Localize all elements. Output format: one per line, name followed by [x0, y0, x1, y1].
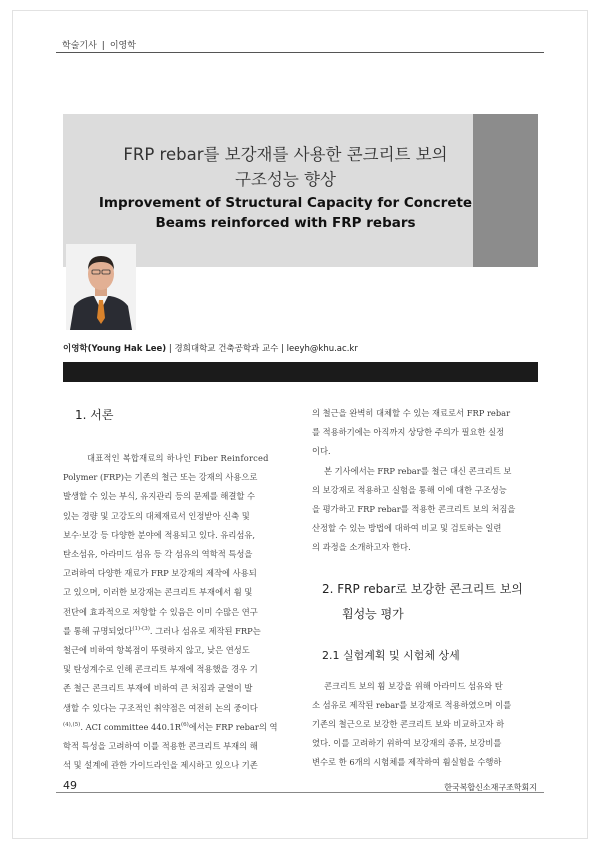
text-line: 고려하여 다양한 재료가 FRP 보강재의 제작에 사용되: [63, 568, 257, 579]
text-line: 의 과정을 소개하고자 한다.: [312, 542, 411, 553]
text-line: 이다.: [312, 446, 331, 457]
text-line: 보수·보강 등 다양한 분야에 적용되고 있다. 유리섬유,: [63, 529, 256, 540]
experiment-paragraph: [312, 677, 538, 773]
text-line: 및 탄성계수로 인해 콘크리트 부재에 적용했을 경우 기: [63, 664, 258, 675]
header-separator: |: [101, 41, 105, 51]
running-header: [62, 38, 136, 51]
korean-title: [63, 142, 508, 192]
header-author: 이영학: [109, 41, 136, 51]
text-line-with-citation: [63, 622, 289, 641]
text-line: 을 평가하고 FRP rebar를 적용한 콘크리트 보의 처짐을: [312, 504, 516, 515]
text-line: 있는 경량 및 고강도의 대체재료서 인정받아 신축 및: [63, 510, 250, 521]
english-title: [63, 193, 508, 233]
journal-name: 한국복합신소재구조학회지: [444, 783, 537, 792]
citation: (1)-(3): [132, 626, 150, 633]
footer-rule: [56, 792, 544, 793]
text-line: 소 섬유로 제작된 rebar를 보강재로 적용하였으며 이를: [312, 699, 512, 710]
text-line: 콘크리트 보의 휨 보강을 위해 아라미드 섬유와 탄: [324, 680, 503, 691]
text-line: 철근에 비하여 항복점이 뚜렷하지 않고, 낮은 연성도: [63, 645, 250, 656]
text-line: 대표적인 복합재료의 하나인 Fiber Reinforced: [87, 453, 269, 463]
text-fragment: . ACI committee 440.1R: [80, 721, 182, 732]
text-line: 생할 수 있다는 구조적인 취약점은 여전히 논의 중이다: [63, 702, 258, 713]
text-line: 기존의 철근으로 보강한 콘크리트 보와 비교하고자 하: [312, 719, 505, 730]
text-line: 고 있으며, 이러한 보강재는 콘크리트 부재에서 휨 및: [63, 587, 253, 598]
korean-title-line1: FRP rebar를 보강재를 사용한 콘크리트 보의: [123, 145, 448, 164]
text-line: 존 철근 콘크리트 부재에 비하여 큰 처짐과 균열이 발: [63, 683, 253, 694]
author-portrait-icon: [66, 244, 136, 330]
section-heading-2: [312, 577, 538, 627]
page-number: 49: [63, 779, 77, 792]
section-heading-2-line2: 휨성능 평가: [342, 606, 404, 621]
author-name: 이영학(Young Hak Lee): [63, 344, 167, 354]
english-title-line1: Improvement of Structural Capacity for Concrete: [98, 195, 473, 211]
intro-paragraph: [63, 449, 289, 775]
english-title-line2: Beams reinforced with FRP rebars: [155, 215, 416, 231]
text-fragment: 에서는 FRP rebar의 역: [188, 721, 278, 732]
text-line: 변수로 한 6개의 시험체를 제작하여 휨실험을 수행하: [312, 757, 502, 768]
right-column: [312, 404, 538, 773]
author-affiliation: 경희대학교 건축공학과 교수: [174, 344, 279, 354]
intro-continuation: [312, 404, 538, 558]
left-column: [63, 406, 289, 775]
section-heading-intro: 1. 서론: [75, 408, 114, 422]
text-line: Polymer (FRP)는 기존의 철근 또는 강재의 사용으로: [63, 472, 258, 483]
citation: (6): [181, 722, 189, 729]
text-line: 탄소섬유, 아라미드 섬유 등 각 섬유의 역학적 특성을: [63, 549, 253, 560]
text-line: 의 보강재로 적용하고 실험을 통해 이에 대한 구조성능: [312, 484, 507, 495]
section-heading-2-line1: 2. FRP rebar로 보강한 콘크리트 보의: [322, 581, 523, 596]
text-line: 석 및 설계에 관한 가이드라인을 제시하고 있으나 기존: [63, 760, 258, 771]
korean-title-line2: 구조성능 향상: [235, 170, 336, 189]
subsection-heading: 2.1 실험계획 및 시험체 상세: [322, 648, 460, 662]
header-section: 학술기사: [62, 41, 97, 51]
text-line: 의 철근을 완벽히 대체할 수 있는 재료로서 FRP rebar: [312, 408, 511, 418]
text-line: 학적 특성을 고려하여 이를 적용한 콘크리트 부재의 해: [63, 741, 258, 752]
text-fragment: 를 통해 규명되었다: [63, 625, 133, 636]
author-photo: [66, 244, 136, 330]
text-line: 전단에 효과적으로 저항할 수 있음은 이미 수많은 연구: [63, 606, 258, 617]
text-line: 를 적용하기에는 아직까지 상당한 주의가 필요한 실정: [312, 427, 505, 438]
text-fragment: . 그러나 섬유로 제작된 FRP는: [149, 625, 261, 636]
text-line: 발생할 수 있는 부식, 유지관리 등의 문제를 해결할 수: [63, 491, 256, 502]
text-line: 였다. 이를 고려하기 위하여 보강재의 종류, 보강비를: [312, 738, 502, 749]
text-line-with-citation: [63, 718, 289, 737]
author-email[interactable]: leeyh@khu.ac.kr: [286, 344, 358, 354]
text-line: 본 기사에서는 FRP rebar를 철근 대신 콘크리트 보: [324, 465, 512, 476]
byline-separator: |: [168, 344, 172, 354]
byline-separator: |: [281, 344, 284, 354]
text-line: 산정할 수 있는 방법에 대하여 비교 및 검토하는 일련: [312, 523, 502, 534]
citation: (4),(5): [63, 722, 81, 729]
author-byline: [63, 342, 538, 354]
title-footer-band: [63, 362, 538, 382]
